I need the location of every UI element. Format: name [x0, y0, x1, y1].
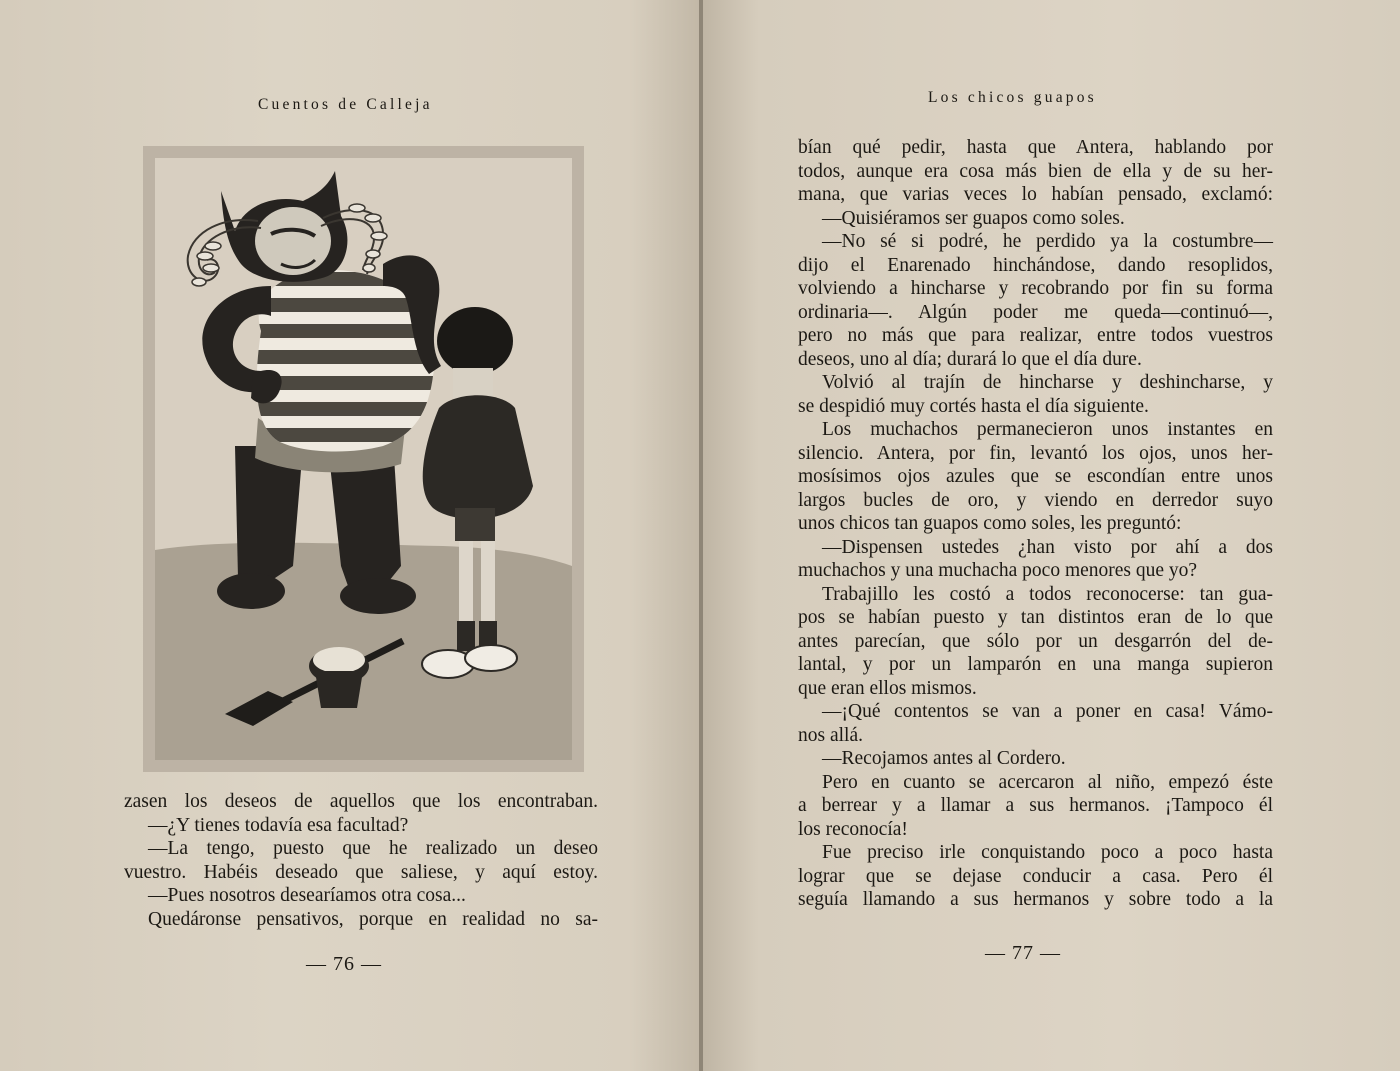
text-line: —Recojamos antes al Cordero.: [822, 748, 1066, 769]
text-line: —¿Y tienes todavía esa facultad?: [148, 814, 409, 836]
text-line: zasen los deseos de aquellos que los encontraban.: [124, 791, 598, 812]
text-line: Fue preciso irle conquistando poco a poco hasta: [822, 842, 1273, 863]
text-line: ordinaria—. Algún poder me queda—continuó—,: [798, 301, 1273, 323]
right-body-text: [798, 136, 1273, 912]
text-line: unos chicos tan guapos como soles, les preguntó:: [798, 513, 1182, 534]
text-line: se despidió muy cortés hasta el día siguiente.: [798, 395, 1149, 417]
text-line: todos, aunque era cosa más bien de ella y de su her-: [798, 160, 1273, 182]
text-line: nos allá.: [798, 724, 863, 746]
text-line: dijo el Enarenado hinchándose, dando resoplidos,: [798, 254, 1273, 276]
left-page: [0, 0, 699, 1071]
text-line: —Dispensen ustedes ¿han visto por ahí a dos: [822, 536, 1273, 558]
text-line: vuestro. Habéis deseado que saliese, y aquí estoy.: [124, 861, 598, 883]
text-line: mana, que varias veces lo habían pensado, exclamó:: [798, 184, 1273, 205]
text-line: a berrear y a llamar a sus hermanos. ¡Tampoco él: [798, 795, 1273, 816]
text-line: —No sé si podré, he perdido ya la costumbre—: [822, 231, 1273, 252]
text-line: mosísimos ojos azules que se escondían entre unos: [798, 466, 1273, 487]
text-line: Volvió al trajín de hincharse y deshincharse, y: [822, 372, 1273, 393]
text-line: —¡Qué contentos se van a poner en casa! Vámo-: [822, 701, 1273, 722]
page-number-left: — 76 —: [306, 953, 382, 975]
text-line: seguía llamando a sus hermanos y sobre todo a la: [798, 889, 1273, 910]
left-body-text: [124, 790, 598, 931]
text-line: Trabajillo les costó a todos reconocerse: tan gua-: [822, 583, 1273, 605]
illustration: [143, 146, 584, 772]
text-line: antes parecían, que sólo por un desgarrón del de-: [798, 630, 1273, 652]
text-line: Los muchachos permanecieron unos instantes en: [822, 419, 1273, 440]
text-line: —La tengo, puesto que he realizado un deseo: [148, 838, 598, 859]
text-line: lantal, y por un lamparón en una manga supieron: [798, 654, 1273, 675]
right-page: [703, 0, 1400, 1071]
text-line: lograr que se dejase conducir a casa. Pero él: [798, 865, 1273, 887]
text-line: bían qué pedir, hasta que Antera, hablando por: [798, 137, 1273, 158]
text-line: que eran ellos mismos.: [798, 677, 977, 699]
illustration-drawing: [143, 146, 584, 772]
running-head-right: Los chicos guapos: [928, 89, 1097, 106]
text-line: volviendo a hincharse y recobrando por fin su forma: [798, 278, 1273, 299]
text-line: silencio. Antera, por fin, levantó los ojos, unos her-: [798, 442, 1273, 464]
text-line: Quedáronse pensativos, porque en realidad no sa-: [148, 908, 598, 930]
page-number-right: — 77 —: [985, 942, 1061, 964]
text-line: pos se habían puesto y tan distintos eran de lo que: [798, 607, 1273, 628]
text-line: los reconocía!: [798, 818, 908, 840]
text-line: deseos, uno al día; durará lo que el día dure.: [798, 348, 1142, 370]
text-line: —Quisiéramos ser guapos como soles.: [822, 207, 1125, 229]
text-line: Pero en cuanto se acercaron al niño, empezó éste: [822, 771, 1273, 793]
text-line: pero no más que para realizar, entre todos vuestros: [798, 325, 1273, 346]
text-line: largos bucles de oro, y viendo en derredor suyo: [798, 489, 1273, 511]
running-head-left: Cuentos de Calleja: [258, 96, 433, 113]
text-line: muchachos y una muchacha poco menores que yo?: [798, 560, 1198, 581]
text-line: —Pues nosotros desearíamos otra cosa...: [148, 885, 466, 906]
